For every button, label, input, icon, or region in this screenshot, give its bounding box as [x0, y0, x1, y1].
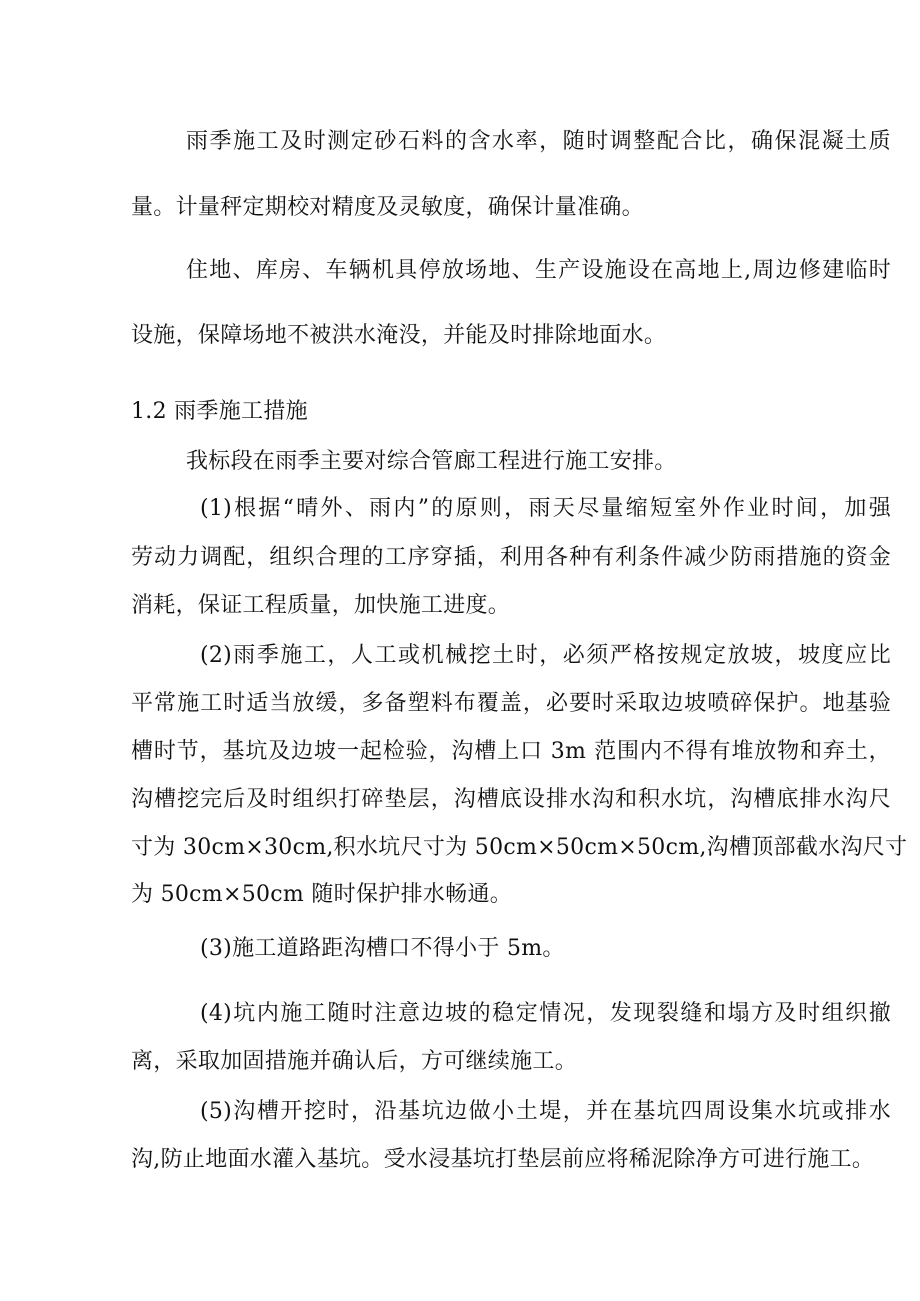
list-item-line: (5)沟槽开挖时，沿基坑边做小土堤，并在基坑四周设集水坑或排水 — [200, 1099, 891, 1124]
paragraph-line: 雨季施工及时测定砂石料的含水率，随时调整配合比，确保混凝土质 — [186, 129, 891, 154]
list-item-line: 为 50cm×50cm 随时保护排水畅通。 — [131, 882, 513, 907]
paragraph-line: 我标段在雨季主要对综合管廊工程进行施工安排。 — [186, 449, 677, 474]
paragraph-line: 住地、库房、车辆机具停放场地、生产设施设在高地上,周边修建临时 — [186, 258, 891, 283]
list-item-line: 沟槽挖完后及时组织打碎垫层，沟槽底设排水沟和积水坑，沟槽底排水沟尺 — [131, 787, 891, 812]
list-item-line: 平常施工时适当放缓，多备塑料布覆盖，必要时采取边坡喷碎保护。地基验 — [131, 691, 891, 716]
list-item-line: 离，采取加固措施并确认后，方可继续施工。 — [131, 1049, 578, 1074]
list-item-line: (2)雨季施工，人工或机械挖土时，必须严格按规定放坡，坡度应比 — [200, 643, 891, 668]
list-item-line: 寸为 30cm×30cm,积水坑尺寸为 50cm×50cm×50cm,沟槽顶部截水沟尺寸 — [131, 835, 908, 860]
list-item-line: (4)坑内施工随时注意边坡的稳定情况，发现裂缝和塌方及时组织撤 — [200, 1001, 891, 1026]
list-item-line: 沟,防止地面水灌入基坑。受水浸基坑打垫层前应将稀泥除净方可进行施工。 — [131, 1147, 875, 1172]
list-item-line: (3)施工道路距沟槽口不得小于 5m。 — [200, 936, 565, 961]
paragraph-line: 设施，保障场地不被洪水淹没，并能及时排除地面水。 — [131, 323, 667, 348]
list-item-line: (1)根据“晴外、雨内”的原则，雨天尽量缩短室外作业时间，加强 — [200, 496, 891, 521]
list-item-line: 劳动力调配，组织合理的工序穿插，利用各种有利条件减少防雨措施的资金 — [131, 545, 891, 570]
list-item-line: 消耗，保证工程质量，加快施工进度。 — [131, 593, 511, 618]
paragraph-line: 量。计量秤定期校对精度及灵敏度，确保计量准确。 — [131, 195, 644, 220]
list-item-line: 槽时节，基坑及边坡一起检验，沟槽上口 3m 范围内不得有堆放物和弃土， — [131, 739, 891, 764]
section-heading: 1.2 雨季施工措施 — [131, 399, 308, 424]
